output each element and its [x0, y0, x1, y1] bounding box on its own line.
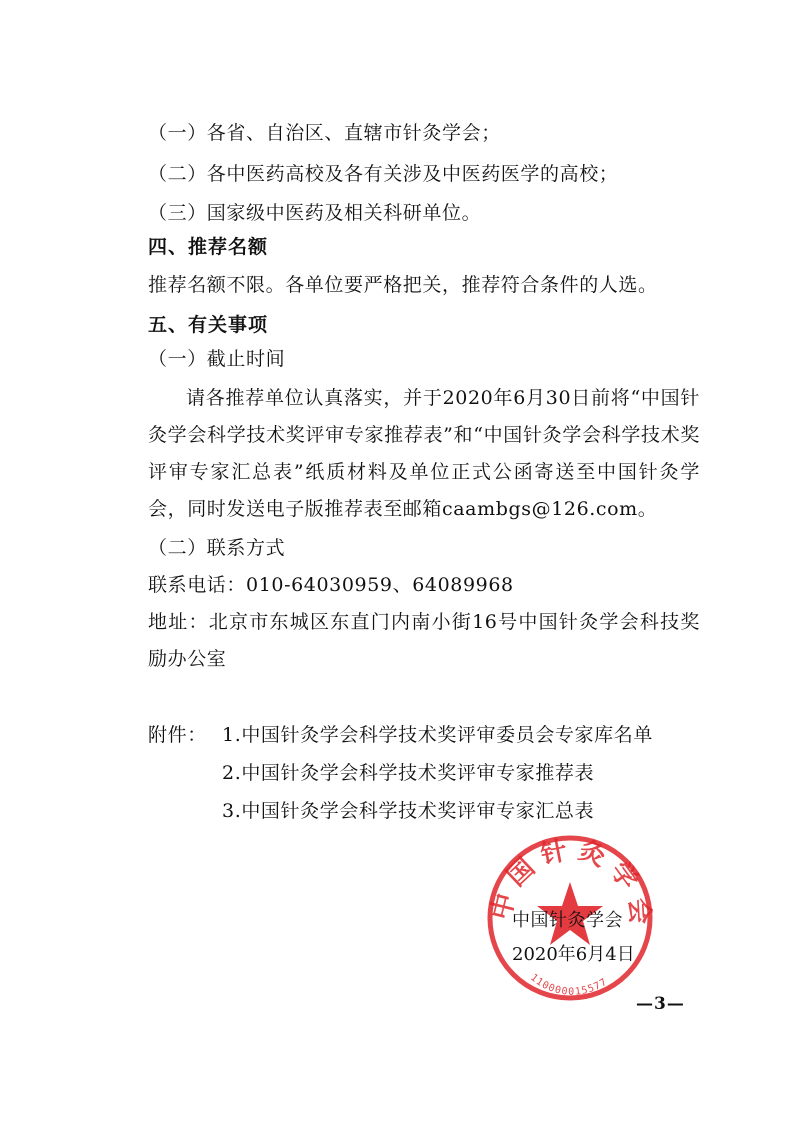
subheading-deadline: （一）截止时间	[148, 348, 286, 370]
page-number: —3—	[636, 994, 685, 1014]
attachment-item-2: 2.中国针灸学会科学技术奖评审专家推荐表	[222, 762, 595, 784]
section-heading-matters: 五、有关事项	[148, 314, 269, 336]
attachment-item-3: 3.中国针灸学会科学技术奖评审专家汇总表	[222, 800, 595, 822]
seal-arc-text: 中国针灸学会	[486, 834, 655, 933]
recipient-item-provincial: （一）各省、自治区、直辖市针灸学会；	[148, 122, 501, 144]
signature-date: 2020年6月4日	[512, 944, 635, 965]
attachments-label: 附件：	[148, 724, 207, 746]
subheading-contact: （二）联系方式	[148, 537, 286, 559]
seal-code-text: 110000015577	[528, 972, 610, 998]
deadline-paragraph: 请各推荐单位认真落实，并于2020年6月30日前将“中国针灸学会科学技术奖评审专家推荐表”和“中国针灸学会科学技术奖评审专家汇总表”纸质材料及单位正式公函寄送至中国针灸学会，同时发送电子版推荐表至邮箱caambgs@126.com。	[148, 387, 700, 520]
recipient-item-universities: （二）各中医药高校及各有关涉及中医药医学的高校；	[148, 163, 619, 185]
attachment-item-1: 1.中国针灸学会科学技术奖评审委员会专家库名单	[222, 724, 653, 746]
quota-paragraph: 推荐名额不限。各单位要严格把关，推荐符合条件的人选。	[148, 274, 658, 296]
contact-address: 地址：北京市东城区东直门内南小街16号中国针灸学会科技奖励办公室	[148, 611, 700, 670]
recipient-item-research: （三）国家级中医药及相关科研单位。	[148, 202, 482, 224]
section-heading-quota: 四、推荐名额	[148, 236, 269, 258]
contact-phone: 联系电话：010-64030959、64089968	[148, 574, 514, 596]
signature-organization: 中国针灸学会	[512, 910, 623, 931]
